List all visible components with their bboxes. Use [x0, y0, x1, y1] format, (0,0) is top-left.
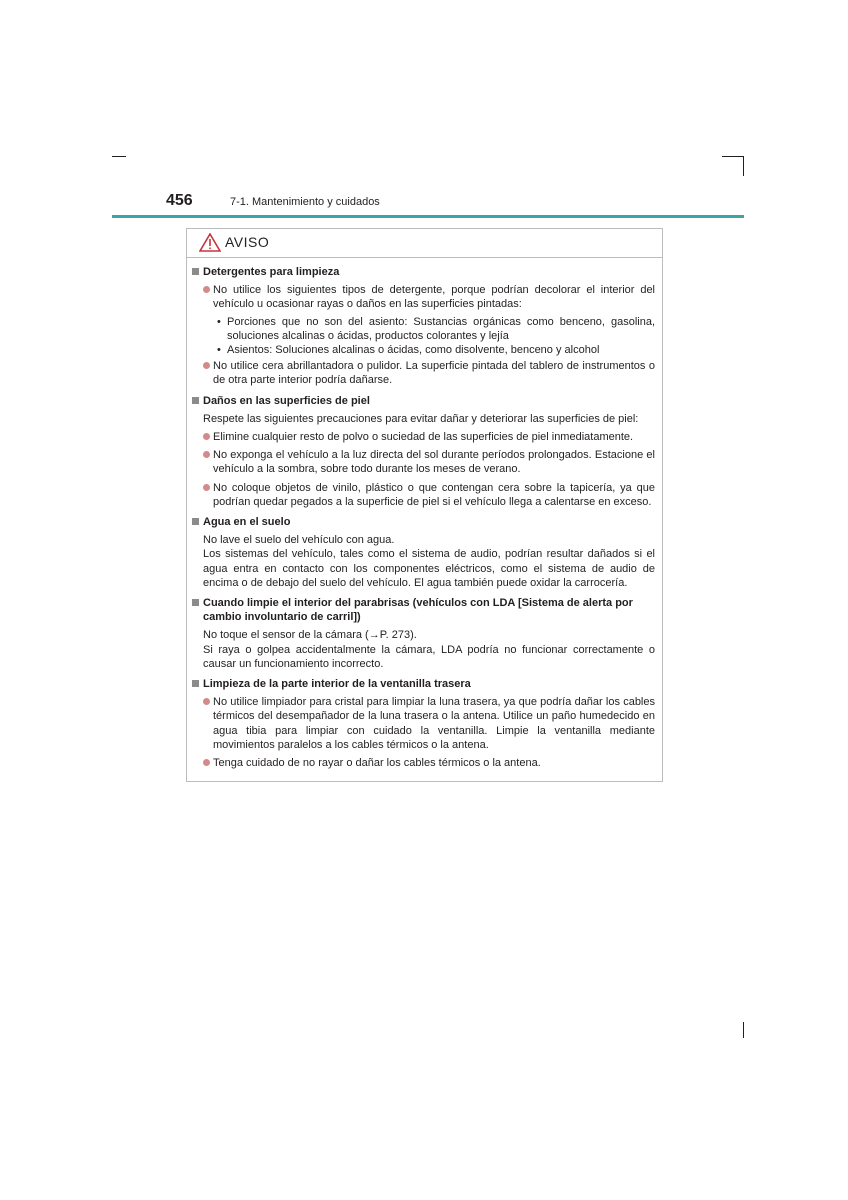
- section-heading: Agua en el suelo: [191, 515, 661, 529]
- list-item: Elimine cualquier resto de polvo o suciedad de las superficies de piel inmediatamente.: [191, 430, 655, 444]
- square-bullet-icon: [192, 599, 199, 606]
- paragraph: No toque el sensor de la cámara (→P. 273).: [203, 629, 417, 642]
- warning-body: [191, 265, 661, 770]
- sub-list-item: • Porciones que no son del asiento: Sustancias orgánicas como benceno, gasolina, soluciones alcalinas o ácidas, productos colorantes y lejía: [217, 315, 655, 342]
- section-title: 7-1. Mantenimiento y cuidados: [230, 196, 380, 208]
- warning-triangle-icon: [199, 233, 221, 252]
- dot-bullet-icon: [203, 484, 210, 491]
- dot-bullet-icon: [203, 451, 210, 458]
- section-heading: Limpieza de la parte interior de la ventanilla trasera: [191, 677, 661, 691]
- header-rule: [112, 215, 744, 218]
- section-heading: Detergentes para limpieza: [191, 265, 661, 279]
- paragraph: Los sistemas del vehículo, tales como el sistema de audio, podrían resultar dañados si el agua entra en contacto con los componentes eléctricos, como el sistema de audio de encima o de debajo del suelo del vehículo. El agua también puede oxidar la carrocería.: [203, 548, 655, 589]
- dot-bullet-icon: [203, 362, 210, 369]
- square-bullet-icon: [192, 518, 199, 525]
- warning-title: AVISO: [225, 234, 270, 250]
- square-bullet-icon: [192, 680, 199, 687]
- dot-bullet-icon: [203, 433, 210, 440]
- paragraph: No lave el suelo del vehículo con agua.: [203, 534, 395, 547]
- crop-mark: [743, 156, 744, 176]
- crop-mark: [112, 156, 126, 157]
- page-header: [112, 190, 744, 218]
- dot-bullet-icon: [203, 759, 210, 766]
- page-number: 456: [166, 192, 193, 209]
- warning-header: [187, 229, 662, 258]
- list-item: No utilice los siguientes tipos de detergente, porque podrían decolorar el interior del vehículo u ocasionar rayas o daños en las superficies pintadas:: [191, 283, 655, 311]
- list-item: No utilice cera abrillantadora o pulidor. La superficie pintada del tablero de instrumentos o de otra parte interior podría dañarse.: [191, 359, 655, 387]
- warning-box: [186, 228, 663, 782]
- section-heading: Cuando limpie el interior del parabrisas (vehículos con LDA [Sistema de alerta por cambio involuntario de carril]): [191, 596, 661, 624]
- dot-bullet-icon: [203, 286, 210, 293]
- square-bullet-icon: [192, 268, 199, 275]
- sub-list-item: • Asientos: Soluciones alcalinas o ácidas, como disolvente, benceno y alcohol: [217, 344, 600, 357]
- list-item: Tenga cuidado de no rayar o dañar los cables térmicos o la antena.: [191, 756, 655, 770]
- section-heading: Daños en las superficies de piel: [191, 394, 661, 408]
- paragraph: Respete las siguientes precauciones para evitar dañar y deteriorar las superficies de piel:: [203, 412, 639, 425]
- list-item: No exponga el vehículo a la luz directa del sol durante períodos prolongados. Estacione el vehículo a la sombra, sobre todo durante los meses de verano.: [191, 448, 655, 476]
- list-item: No utilice limpiador para cristal para limpiar la luna trasera, ya que podría dañar los cables térmicos del desempañador de la luna trasera o la antena. Utilice un paño humedecido en agua tibia para limpiar con cuidado la ventanilla. Limpie la ventanilla mediante movimientos paralelos a los cables térmicos o la antena.: [191, 695, 655, 752]
- crop-mark: [722, 156, 744, 157]
- dot-bullet-icon: [203, 698, 210, 705]
- list-item: No coloque objetos de vinilo, plástico o que contengan cera sobre la tapicería, ya que podrían quedar pegados a la superficie de piel si el vehículo llega a calentarse en exceso.: [191, 481, 655, 509]
- crop-mark: [743, 1022, 744, 1038]
- paragraph: Si raya o golpea accidentalmente la cámara, LDA podría no funcionar correctamente o causar un funcionamiento incorrecto.: [203, 643, 655, 670]
- square-bullet-icon: [192, 397, 199, 404]
